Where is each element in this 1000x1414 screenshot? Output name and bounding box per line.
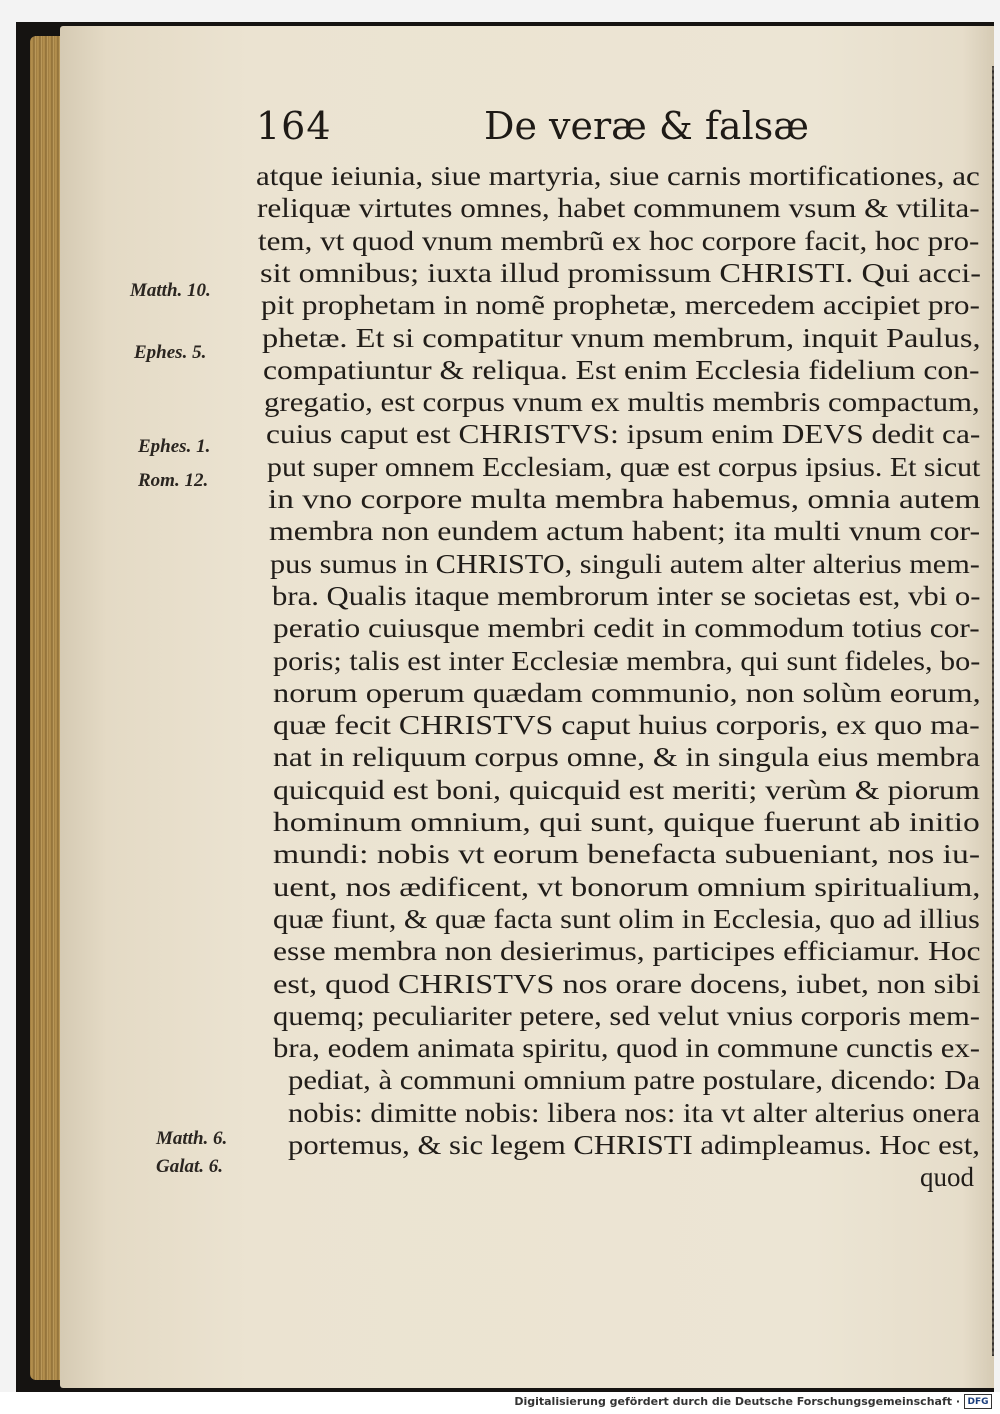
- text-line: sit omnibus; iuxta illud promissum CHRISTI. Qui acci-: [259, 257, 981, 288]
- text-line: compatiuntur & reliqua. Est enim Ecclesia fidelium con-: [263, 354, 980, 385]
- text-line: tem, vt quod vnum membrũ ex hoc corpore facit, hoc pro-: [258, 225, 980, 256]
- text-line: cuius caput est CHRISTVS: ipsum enim DEVS dedit ca-: [265, 419, 980, 450]
- text-line: pus sumus in CHRISTO, singuli autem alter alterius mem-: [270, 548, 981, 579]
- text-line: est, quod CHRISTVS nos orare docens, iubet, non sibi: [272, 968, 981, 999]
- text-line: reliquæ virtutes omnes, habet communem vsum & vtilita-: [257, 193, 980, 224]
- text-line: esse membra non desierimus, participes efficiamur. Hoc: [272, 936, 981, 967]
- marginal-note: Matth. 6.: [156, 1128, 228, 1149]
- running-head: De veræ & falsæ: [484, 104, 809, 148]
- text-line: pediat, à communi omnium patre postulare, dicendo: Da: [288, 1065, 981, 1096]
- marginal-note: Galat. 6.: [156, 1156, 224, 1177]
- funding-credit: Digitalisierung gefördert durch die Deutsche Forschungsgemeinschaft ·: [514, 1395, 960, 1408]
- text-line: bra, eodem animata spiritu, quod in commune cunctis ex-: [272, 1033, 980, 1064]
- marginal-note: Matth. 10.: [130, 280, 211, 301]
- text-line: nat in reliquum corpus omne, & in singula eius membra: [272, 742, 980, 773]
- text-line: norum operum quædam communio, non solùm eorum,: [272, 677, 981, 708]
- text-line: quemq; peculiariter petere, sed velut vnius corporis mem-: [272, 1000, 980, 1031]
- text-line: nobis: dimitte nobis: libera nos: ita vt alter alterius onera: [288, 1097, 981, 1128]
- text-line: quæ fecit CHRISTVS caput huius corporis, ex quo ma-: [272, 710, 980, 741]
- text-line: quod: [920, 1162, 974, 1193]
- text-line: put super omnem Ecclesiam, quæ est corpus ipsius. Et sicut: [266, 451, 981, 482]
- dfg-logo: DFG: [964, 1394, 992, 1409]
- text-line: pit prophetam in nomẽ prophetæ, mercedem accipiet pro-: [260, 290, 980, 321]
- text-line: uent, nos ædificent, vt bonorum omnium spiritualium,: [272, 871, 981, 902]
- text-line: atque ieiunia, siue martyria, siue carnis mortificationes, ac: [256, 161, 980, 191]
- text-line: poris; talis est inter Ecclesiæ membra, qui sunt fideles, bo-: [272, 645, 981, 676]
- text-line: phetæ. Et si compatitur vnum membrum, inquit Paulus,: [262, 322, 981, 353]
- text-line: quæ fiunt, & quæ facta sunt olim in Ecclesia, quo ad illius: [272, 903, 980, 934]
- footer-bar: [0, 1392, 1000, 1414]
- marginal-note: Ephes. 5.: [134, 342, 207, 363]
- text-line: hominum omnium, qui sunt, quique fuerunt ab initio: [272, 807, 980, 837]
- text-line: mundi: nobis vt eorum benefacta subueniant, nos iu-: [272, 839, 980, 870]
- text-line: bra. Qualis itaque membrorum inter se societas est, vbi o-: [271, 580, 981, 611]
- text-line: quicquid est boni, quicquid est meriti; verùm & piorum: [272, 774, 980, 805]
- marginal-note: Rom. 12.: [138, 470, 209, 491]
- text-line: gregatio, est corpus vnum ex multis membris compactum,: [264, 387, 981, 418]
- text-line: membra non eundem actum habent; ita multi vnum cor-: [269, 516, 981, 547]
- text-line: in vno corpore multa membra habemus, omnia autem: [268, 484, 981, 514]
- marginal-note: Ephes. 1.: [138, 436, 211, 457]
- text-line: portemus, & sic legem CHRISTI adimpleamus. Hoc est,: [288, 1130, 980, 1160]
- text-line: peratio cuiusque membri cedit in commodum totius cor-: [272, 613, 980, 644]
- page-number: 164: [256, 104, 332, 148]
